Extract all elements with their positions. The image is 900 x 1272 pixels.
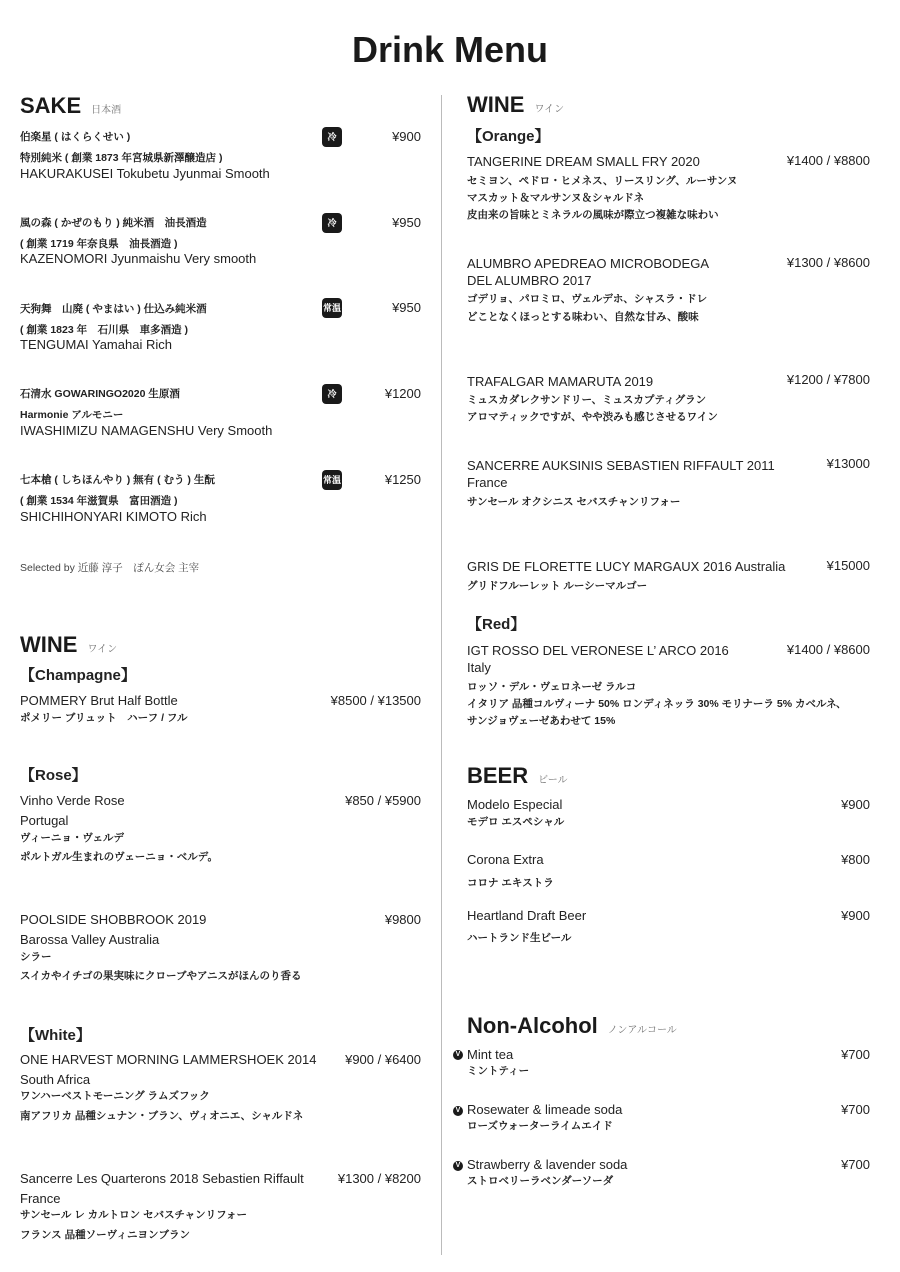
item-price: ¥700 — [841, 1047, 870, 1062]
item-price: ¥1200 / ¥7800 — [786, 372, 870, 387]
item-detail: グリドフルーレット ルーシーマルゴー — [467, 580, 648, 592]
page-title: Drink Menu — [351, 29, 548, 70]
item-name: SANCERRE AUKSINIS SEBASTIEN RIFFAULT 2011 — [467, 458, 775, 473]
item-origin: France — [20, 1191, 61, 1206]
item-name-en: HAKURAKUSEI Tokubetu Jyunmai Smooth — [20, 166, 270, 181]
wine-heading — [20, 632, 117, 663]
sake-heading — [20, 93, 121, 124]
champagne-label: 【Champagne】 — [20, 667, 136, 684]
item-detail: マスカット＆マルサンヌ＆シャルドネ — [467, 192, 645, 204]
item-name-en: SHICHIHONYARI KIMOTO Rich — [20, 509, 207, 524]
item-price: ¥1300 / ¥8600 — [786, 255, 870, 270]
item-name: Strawberry & lavender soda — [467, 1157, 628, 1172]
item-price: ¥900 / ¥6400 — [345, 1052, 421, 1067]
item-name-en: TENGUMAI Yamahai Rich — [20, 337, 172, 352]
item-detail: ( 創業 1534 年滋賀県 富田酒造 ) — [20, 495, 178, 507]
item-price: ¥15000 — [826, 558, 870, 573]
vegan-icon: V — [453, 1050, 463, 1060]
item-detail: 皮由来の旨味とミネラルの風味が際立つ複雑な味わい — [467, 209, 719, 221]
item-name: TANGERINE DREAM SMALL FRY 2020 — [467, 154, 700, 169]
item-name-jp: 伯楽星 ( はくらくせい ) — [20, 131, 131, 143]
vegan-icon: V — [453, 1106, 463, 1116]
item-origin: France — [467, 475, 508, 490]
white-label: 【White】 — [20, 1027, 91, 1044]
item-name-cont: DEL ALUMBRO 2017 — [467, 273, 592, 288]
item-price: ¥1250 — [384, 472, 421, 487]
item-detail: サンセール レ カルトロン セバスチャンリフォー — [20, 1209, 248, 1221]
item-price: ¥800 — [841, 852, 870, 867]
serving-badge: 冷 — [322, 127, 342, 147]
heading-en: SAKE — [20, 93, 82, 118]
heading-en: WINE — [467, 92, 525, 117]
item-price: ¥950 — [392, 215, 421, 230]
heading-jp: ビール — [538, 775, 568, 786]
item-name: Vinho Verde Rose — [20, 793, 125, 808]
item-detail: スイカやイチゴの果実味にクローブやアニスがほんのり香る — [20, 970, 302, 982]
serving-badge: 冷 — [322, 213, 342, 233]
item-name: Corona Extra — [467, 852, 544, 867]
item-name-jp: ローズウォーターライムエイド — [467, 1120, 613, 1132]
item-name-jp: モデロ エスペシャル — [467, 816, 565, 828]
item-price: ¥1200 — [384, 386, 421, 401]
item-detail: サンジョヴェーゼあわせて 15% — [467, 715, 616, 727]
item-detail: 南アフリカ 品種シュナン・ブラン、ヴィオニエ、シャルドネ — [20, 1110, 304, 1122]
item-detail: 特別純米 ( 創業 1873 年宮城県新澤醸造店 ) — [20, 152, 223, 164]
item-price: ¥9800 — [384, 912, 421, 927]
item-detail: ( 創業 1719 年奈良県 油長酒造 ) — [20, 238, 178, 250]
item-price: ¥8500 / ¥13500 — [330, 693, 421, 708]
item-detail: ワンハーベストモーニング ラムズフック — [20, 1090, 210, 1102]
item-detail: イタリア 品種コルヴィーナ 50% ロンディネッラ 30% モリナーラ 5% カベルネ、 — [467, 698, 847, 710]
item-detail: ヴィーニョ・ヴェルデ — [20, 832, 124, 844]
item-name-jp: 石清水 GOWARINGO2020 生原酒 — [20, 388, 180, 400]
item-price: ¥900 — [392, 129, 421, 144]
column-divider — [441, 95, 442, 1255]
wine-heading — [467, 92, 564, 123]
item-name-jp: ハートランド生ビール — [467, 932, 572, 944]
item-name: ONE HARVEST MORNING LAMMERSHOEK 2014 — [20, 1052, 317, 1067]
item-detail: どことなくほっとする味わい、自然な甘み、酸味 — [467, 311, 699, 323]
item-price: ¥900 — [841, 797, 870, 812]
heading-en: WINE — [20, 632, 78, 657]
item-price: ¥850 / ¥5900 — [345, 793, 421, 808]
heading-en: BEER — [467, 763, 529, 788]
item-detail: ゴデリョ、パロミロ、ヴェルデホ、シャスラ・ドレ — [467, 293, 708, 305]
item-detail: ( 創業 1823 年 石川県 車多酒造 ) — [20, 324, 189, 336]
item-detail: アロマティックですが、やや渋みも感じさせるワイン — [467, 411, 718, 423]
item-detail: サンセール オクシニス セバスチャンリフォー — [467, 496, 681, 508]
item-name-jp: 風の森 ( かぜのもり ) 純米酒 油長酒造 — [20, 217, 207, 229]
item-name: ALUMBRO APEDREAO MICROBODEGA — [467, 256, 709, 271]
item-detail: セミヨン、ペドロ・ヒメネス、リースリング、ルーサンヌ — [467, 175, 738, 187]
selected-by-note: Selected by 近藤 淳子 ぽん女会 主宰 — [20, 562, 200, 574]
item-price: ¥1300 / ¥8200 — [337, 1171, 421, 1186]
heading-en: Non-Alcohol — [467, 1013, 598, 1038]
item-name: POOLSIDE SHOBBROOK 2019 — [20, 912, 207, 927]
item-price: ¥700 — [841, 1102, 870, 1117]
item-price: ¥700 — [841, 1157, 870, 1172]
item-detail: ポメリー ブリュット ハーフ / フル — [20, 712, 188, 724]
item-detail: ロッソ・デル・ヴェロネーゼ ラルコ — [467, 681, 637, 693]
item-name-jp: ミントティー — [467, 1065, 530, 1077]
item-name-en: KAZENOMORI Jyunmaishu Very smooth — [20, 251, 257, 266]
heading-jp: ワイン — [87, 644, 118, 655]
item-name: TRAFALGAR MAMARUTA 2019 — [467, 374, 654, 389]
serving-badge: 冷 — [322, 384, 342, 404]
item-origin: Portugal — [20, 813, 69, 828]
heading-jp: ノンアルコール — [607, 1025, 677, 1036]
item-name-jp: 七本槍 ( しちほんやり ) 無有 ( むう ) 生酛 — [20, 474, 215, 486]
item-origin: Italy — [467, 660, 491, 675]
item-price: ¥13000 — [826, 456, 870, 471]
red-label: 【Red】 — [467, 616, 526, 633]
heading-jp: ワイン — [534, 104, 565, 115]
item-origin: Barossa Valley Australia — [20, 932, 160, 947]
orange-label: 【Orange】 — [467, 128, 550, 145]
item-detail: シラー — [20, 951, 52, 963]
beer-heading — [467, 763, 568, 794]
rose-label: 【Rose】 — [20, 767, 87, 784]
item-detail: フランス 品種ソーヴィニヨンブラン — [20, 1229, 190, 1241]
item-name-en: IWASHIMIZU NAMAGENSHU Very Smooth — [20, 423, 273, 438]
serving-badge: 常温 — [322, 298, 342, 318]
item-origin: South Africa — [20, 1072, 91, 1087]
item-name-jp: 天狗舞 山廃 ( やまはい ) 仕込み純米酒 — [20, 303, 207, 315]
item-name-jp: ストロベリーラベンダーソーダ — [467, 1175, 614, 1187]
item-detail: ポルトガル生まれのヴェーニョ・ベルデ。 — [20, 851, 219, 863]
vegan-icon: V — [453, 1161, 463, 1171]
heading-jp: 日本酒 — [91, 105, 122, 116]
item-name: POMMERY Brut Half Bottle — [20, 693, 178, 708]
item-detail: ミュスカダレクサンドリー、ミュスカプティグラン — [467, 394, 707, 406]
item-name: IGT ROSSO DEL VERONESE L’ ARCO 2016 — [467, 643, 729, 658]
item-name-jp: コロナ エキストラ — [467, 877, 554, 889]
item-price: ¥900 — [841, 908, 870, 923]
item-name: Heartland Draft Beer — [467, 908, 587, 923]
non-alcohol-heading — [467, 1013, 677, 1044]
item-price: ¥950 — [392, 300, 421, 315]
item-detail: Harmonie アルモニー — [20, 409, 124, 421]
item-name: Rosewater & limeade soda — [467, 1102, 623, 1117]
item-name: GRIS DE FLORETTE LUCY MARGAUX 2016 Australia — [467, 559, 786, 574]
item-name: Modelo Especial — [467, 797, 563, 812]
item-name: Mint tea — [467, 1047, 514, 1062]
item-name: Sancerre Les Quarterons 2018 Sebastien Riffault — [20, 1171, 304, 1186]
serving-badge: 常温 — [322, 470, 342, 490]
item-price: ¥1400 / ¥8800 — [786, 153, 870, 168]
item-price: ¥1400 / ¥8600 — [786, 642, 870, 657]
